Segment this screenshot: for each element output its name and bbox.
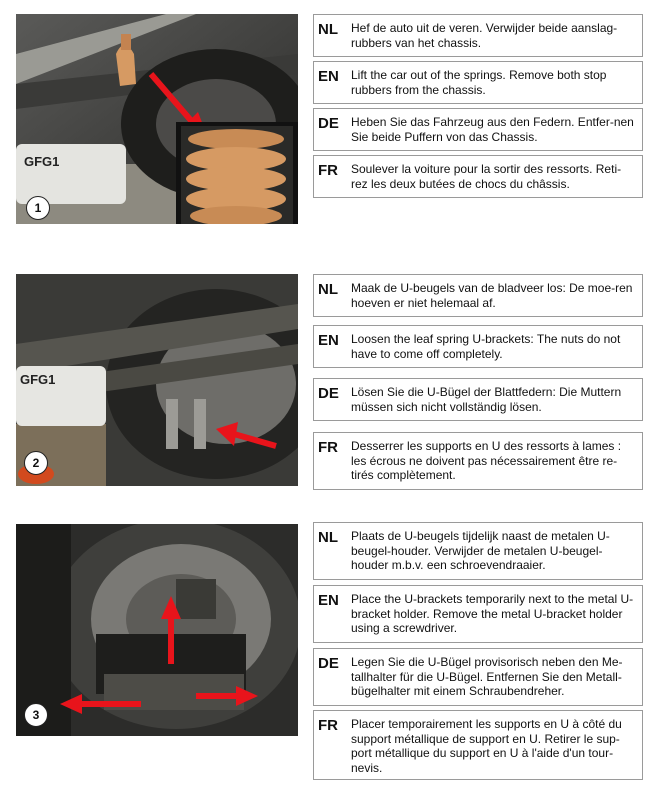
lang-code-fr: FR [318,439,338,456]
lang-code-en: EN [318,68,339,85]
step-1-en-box [313,61,643,104]
step-2-number-badge [24,451,48,475]
instruction-text: Place the U-brackets temporarily next to the metal U-bracket holder. Remove the metal U-bracket holder using a screwdriver. [351,592,634,635]
lang-code-nl: NL [318,281,338,298]
lang-code-de: DE [318,115,339,132]
instruction-text: Desserrer les supports en U des ressorts à lames : les écrous ne doivent pas nécessairement être re-tirés complètement. [351,439,622,482]
lang-code-de: DE [318,385,339,402]
instruction-text: Maak de U-beugels van de bladveer los: De moe-ren hoeven er niet helemaal af. [351,281,633,310]
step-2-photo [16,274,298,486]
instruction-text: Loosen the leaf spring U-brackets: The nuts do not have to come off completely. [351,332,621,361]
step-1-fr-box [313,155,643,198]
lang-code-nl: NL [318,529,338,546]
lang-code-en: EN [318,592,339,609]
step-2-de-box [313,378,643,421]
step-1-photo [16,14,298,224]
step-2-nl-box [313,274,643,317]
step-2-photo-label: GFG1 [20,372,56,387]
lang-code-nl: NL [318,21,338,38]
step-3-fr-box [313,710,643,780]
step-1-nl-box [313,14,643,57]
step-2-fr-box [313,432,643,490]
instruction-text: Lift the car out of the springs. Remove both stop rubbers from the chassis. [351,68,607,97]
step-3-number: 3 [32,708,40,722]
step-1-number: 1 [34,201,42,215]
instruction-text: Legen Sie die U-Bügel provisorisch neben den Me-tallhalter für die U-Bügel. Entfernen Sie den Metall-bügelhalter mit einem Schraubendreher. [351,655,623,698]
step-3-nl-box [313,522,643,580]
step-3-en-box [313,585,643,643]
step-3-de-box [313,648,643,706]
instruction-text: Placer temporairement les supports en U à côté du support métallique de support en U. Retirer le sup-port métallique du support en U à l'aide d'un tour-nevis. [351,717,622,775]
step-3-photo [16,524,298,736]
instruction-text: Lösen Sie die U-Bügel der Blattfedern: Die Muttern müssen sich nicht vollständig lösen. [351,385,622,414]
step-3-number-badge [24,703,48,727]
step-1-number-badge [26,196,50,220]
instruction-text: Soulever la voiture pour la sortir des ressorts. Reti-rez les deux butées de chocs du châssis. [351,162,622,191]
instruction-text: Plaats de U-beugels tijdelijk naast de metalen U-beugel-houder. Verwijder de metalen U-beugel-houder m.b.v. een schroevendraaier. [351,529,610,572]
lang-code-en: EN [318,332,339,349]
step-2-en-box [313,325,643,368]
lang-code-fr: FR [318,162,338,179]
instruction-text: Hef de auto uit de veren. Verwijder beide aanslag-rubbers van het chassis. [351,21,618,50]
step-2-number: 2 [32,456,40,470]
step-1-de-box [313,108,643,151]
lang-code-de: DE [318,655,339,672]
lang-code-fr: FR [318,717,338,734]
step-1-photo-label: GFG1 [24,154,60,169]
instruction-text: Heben Sie das Fahrzeug aus den Federn. Entfer-nen Sie beide Puffern von das Chassis. [351,115,634,144]
